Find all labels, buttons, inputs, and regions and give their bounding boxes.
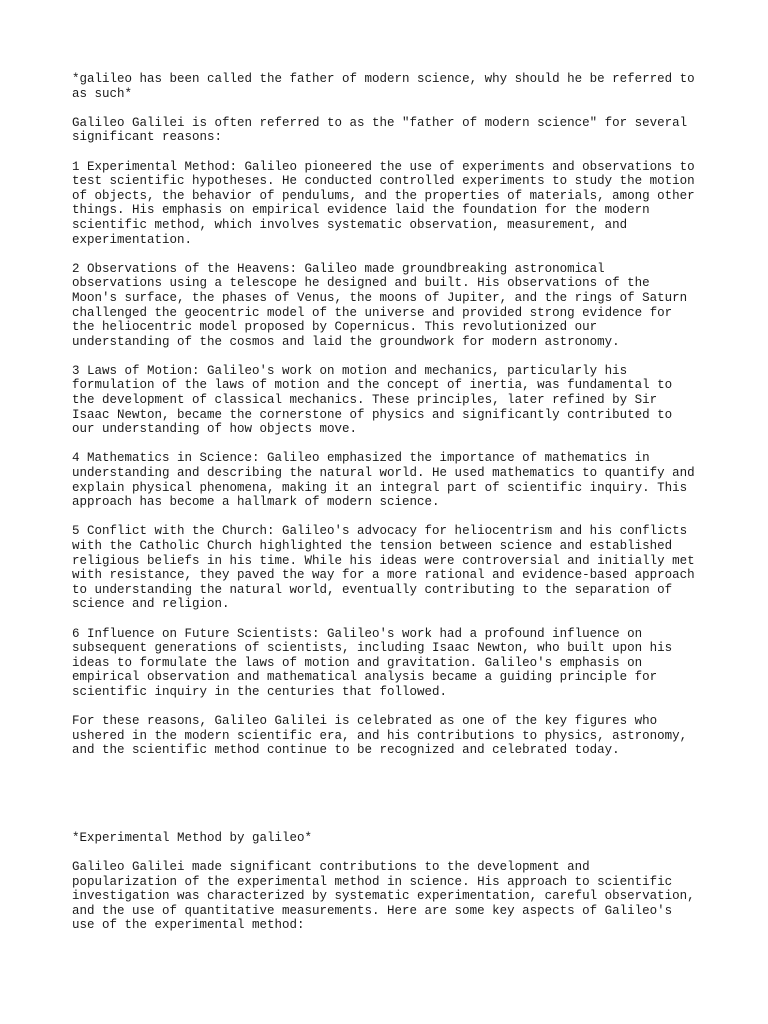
- point-influence-future-scientists: 6 Influence on Future Scientists: Galileo's work had a profound influence on subsequent generations of scientists, including Isaac Newton, who built upon his ideas to formulate the laws of motion and gravitation. Galileo's emphasis on empirical observation and mathematical analysis became a guiding principle for scientific inquiry in the centuries that followed.: [72, 626, 673, 699]
- question-heading-2: *Experimental Method by galileo*: [72, 830, 313, 845]
- point-experimental-method: 1 Experimental Method: Galileo pioneered the use of experiments and observations to test scientific hypotheses. He conducted controlled experiments to study the motion of objects, the behavior of pendulums, and the properties of materials, among other things. His emphasis on empirical evidence laid the foundation for the modern scientific method, which involves systematic observation, measurement, and experimentation.: [72, 159, 695, 247]
- experimental-method-paragraph: Galileo Galilei made significant contributions to the development and popularization of the experimental method in science. His approach to scientific investigation was characterized by systematic experimentation, careful observation, and the use of quantitative measurements. Here are some key aspects of Galileo's use of the experimental method:: [72, 860, 695, 933]
- point-mathematics-in-science: 4 Mathematics in Science: Galileo emphasized the importance of mathematics in understanding and describing the natural world. He used mathematics to quantify and explain physical phenomena, making it an integral part of scientific inquiry. This approach has become a hallmark of modern science.: [72, 451, 695, 510]
- intro-paragraph: Galileo Galilei is often referred to as the "father of modern science" for several significant reasons:: [72, 115, 688, 145]
- point-observations-heavens: 2 Observations of the Heavens: Galileo made groundbreaking astronomical observations using a telescope he designed and built. His observations of the Moon's surface, the phases of Venus, the moons of Jupiter, and the rings of Saturn challenged the geocentric model of the universe and provided strong evidence for the heliocentric model proposed by Copernicus. This revolutionized our understanding of the cosmos and laid the groundwork for modern astronomy.: [72, 261, 688, 349]
- point-conflict-with-church: 5 Conflict with the Church: Galileo's advocacy for heliocentrism and his conflicts with the Catholic Church highlighted the tension between science and established religious beliefs in his time. While his ideas were controversial and initially met with resistance, they paved the way for a more rational and evidence-based approach to understanding the natural world, eventually contributing to the separation of science and religion.: [72, 524, 695, 612]
- conclusion-paragraph: For these reasons, Galileo Galilei is celebrated as one of the key figures who ushered in the modern scientific era, and his contributions to physics, astronomy, and the scientific method continue to be recognized and celebrated today.: [72, 714, 688, 758]
- question-heading-1: *galileo has been called the father of modern science, why should he be referred to as such*: [72, 72, 695, 101]
- document-page: [72, 72, 712, 948]
- point-laws-of-motion: 3 Laws of Motion: Galileo's work on motion and mechanics, particularly his formulation of the laws of motion and the concept of inertia, was fundamental to the development of classical mechanics. These principles, later refined by Sir Isaac Newton, became the cornerstone of physics and significantly contributed to our understanding of how objects move.: [72, 363, 673, 437]
- section-gap: [72, 773, 712, 831]
